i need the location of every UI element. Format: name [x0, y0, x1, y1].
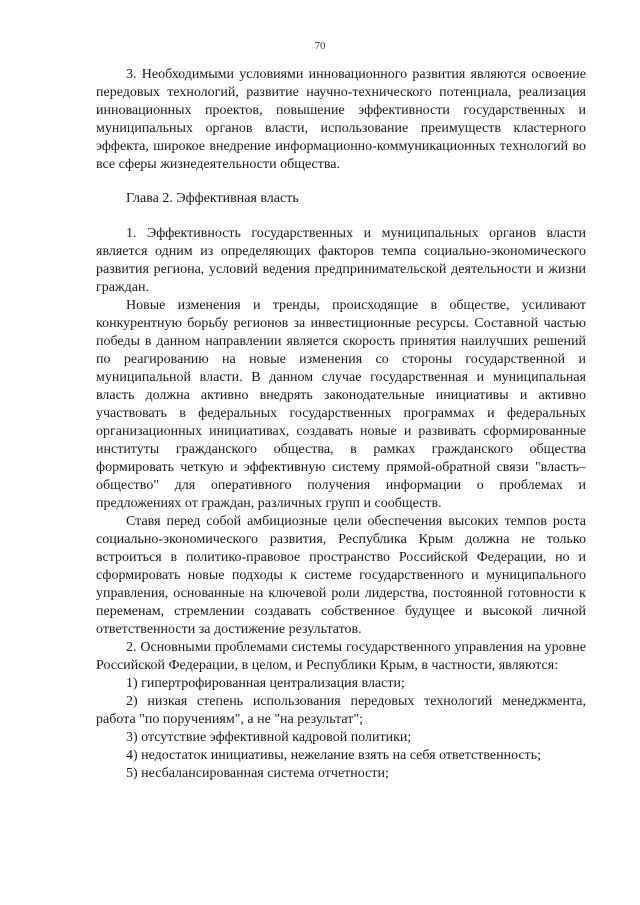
list-item-problem-1: 1) гипертрофированная централизация власти;: [126, 676, 405, 691]
document-body: [96, 66, 586, 783]
list-item-problem-4: 4) недостаток инициативы, нежелание взять на себя ответственность;: [126, 748, 542, 763]
paragraph-problems-intro: 2. Основными проблемами системы государственного управления на уровне Российской Федерации, в целом, и Республики Крым, в частности, являются:: [96, 640, 586, 673]
page-number: 70: [314, 40, 326, 52]
list-item-problem-2: 2) низкая степень использования передовых технологий менеджмента, работа "по поручениям", а не "на результат";: [96, 694, 586, 727]
paragraph-efficiency: 1. Эффективность государственных и муниципальных органов власти является одним из определяющих факторов темпа социально-экономического развития региона, условий ведения предпринимательской деятельности и жизни граждан.: [96, 226, 586, 295]
chapter-heading: Глава 2. Эффективная власть: [126, 191, 299, 206]
list-item-problem-5: 5) несбалансированная система отчетности;: [126, 766, 389, 781]
paragraph-section-3: 3. Необходимыми условиями инновационного развития являются освоение передовых технологий, развитие научно-технического потенциала, реализация инновационных проектов, повышение эффективности государственных и муниципальных органов власти, использование преимуществ кластерного эффекта, широкое внедрение информационно-коммуникационных технологий во все сферы жизнедеятельности общества.: [96, 67, 586, 172]
paragraph-goals: Ставя перед собой амбициозные цели обеспечения высоких темпов роста социально-экономического развития, Республика Крым должна не только встроиться в политико-правовое пространство Российской Федерации, но и сформировать новые подходы к системе государственного и муниципального управления, основанные на ключевой роли лидерства, постоянной готовности к переменам, стремлении создавать собственное будущее и высокой личной ответственности за достижение результатов.: [96, 514, 586, 637]
list-item-problem-3: 3) отсутствие эффективной кадровой политики;: [126, 730, 412, 745]
paragraph-trends: Новые изменения и тренды, происходящие в обществе, усиливают конкурентную борьбу регионов за инвестиционные ресурсы. Составной частью победы в данном направлении является скорость принятия наилучших решений по реагированию на новые изменения со стороны государственной и муниципальной власти. В данном случае государственная и муниципальная власть должна активно внедрять законодательные инициативы и активно участвовать в федеральных государственных программах и федеральных организационных инициативах, создавать новые и развивать сформированные институты гражданского общества, в рамках гражданского общества формировать четкую и эффективную систему прямой-обратной связи "власть–общество" для оперативного получения информации о проблемах и предложениях от граждан, различных групп и сообществ.: [96, 298, 586, 511]
